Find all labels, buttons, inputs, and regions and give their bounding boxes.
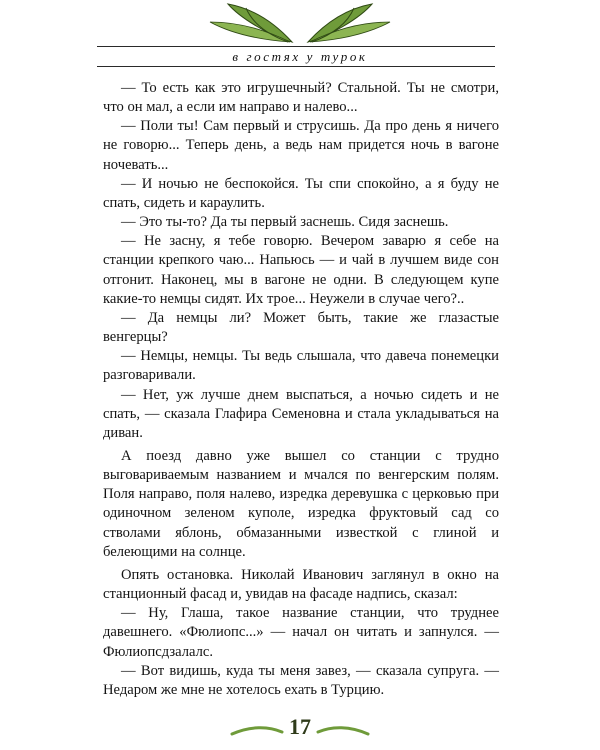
page-header: [0, 0, 600, 75]
paragraph: — Немцы, немцы. Ты ведь слышала, что давеча понемецки разговаривали.: [103, 348, 499, 384]
leaf-ornament-icon: [0, 0, 600, 50]
paragraph: — Вот видишь, куда ты меня завез, — сказала супруга. — Недаром же мне не хотелось ехать в Турцию.: [103, 662, 499, 698]
header-rule-bottom: [97, 66, 495, 67]
paragraph: — Не засну, я тебе говорю. Вечером заварю я себе на станции крепкого чаю... Напьюсь — и чай в лучшем виде сон отгонит. Наконец, мы в вагоне не одни. В следующем купе какие-то немцы сидят. Их трое... Неужели в случае чего?..: [103, 233, 499, 307]
paragraph: — Поли ты! Сам первый и струсишь. Да про день я ничего не говорю... Теперь день, а ведь нам придется ночь в вагоне ночевать...: [103, 118, 499, 173]
page-number: 17: [289, 714, 311, 739]
paragraph: — Ну, Глаша, такое название станции, что труднее давешнего. «Фюлиопс...» — начал он читать и запнулся. — Фюлиопсдзалалс.: [103, 605, 499, 660]
paragraph: Опять остановка. Николай Иванович заглянул в окно на станционный фасад и, увидав на фасаде надпись, сказал:: [103, 566, 499, 603]
page-footer: [0, 712, 600, 746]
paragraph: А поезд давно уже вышел со станции с трудно выговариваемым названием и мчался по венгерским полям. Поля направо, поля налево, изредка деревушка с церковью при одиночном зеленом куполе, изредка фруктовый сад со стволами яблонь, обмазанными известкой с глиной и белеющими на солнце.: [103, 447, 499, 560]
paragraph: — Нет, уж лучше днем выспаться, а ночью сидеть и не спать, — сказала Глафира Семеновна и стала укладываться на диван.: [103, 386, 499, 441]
paragraph: — Да немцы ли? Может быть, такие же глазастые венгерцы?: [103, 309, 499, 346]
body-text: [103, 79, 499, 700]
paragraph: — Это ты-то? Да ты первый заснешь. Сидя заснешь.: [121, 214, 449, 231]
paragraph: — И ночью не беспокойся. Ты спи спокойно, а я буду не спать, сидеть и караулить.: [103, 175, 499, 211]
header-rule-top: [97, 46, 495, 47]
running-title: в гостях у турок: [232, 49, 368, 64]
paragraph: — То есть как это игрушечный? Стальной. Ты не смотри, что он мал, а если им направо и налево...: [103, 80, 499, 116]
